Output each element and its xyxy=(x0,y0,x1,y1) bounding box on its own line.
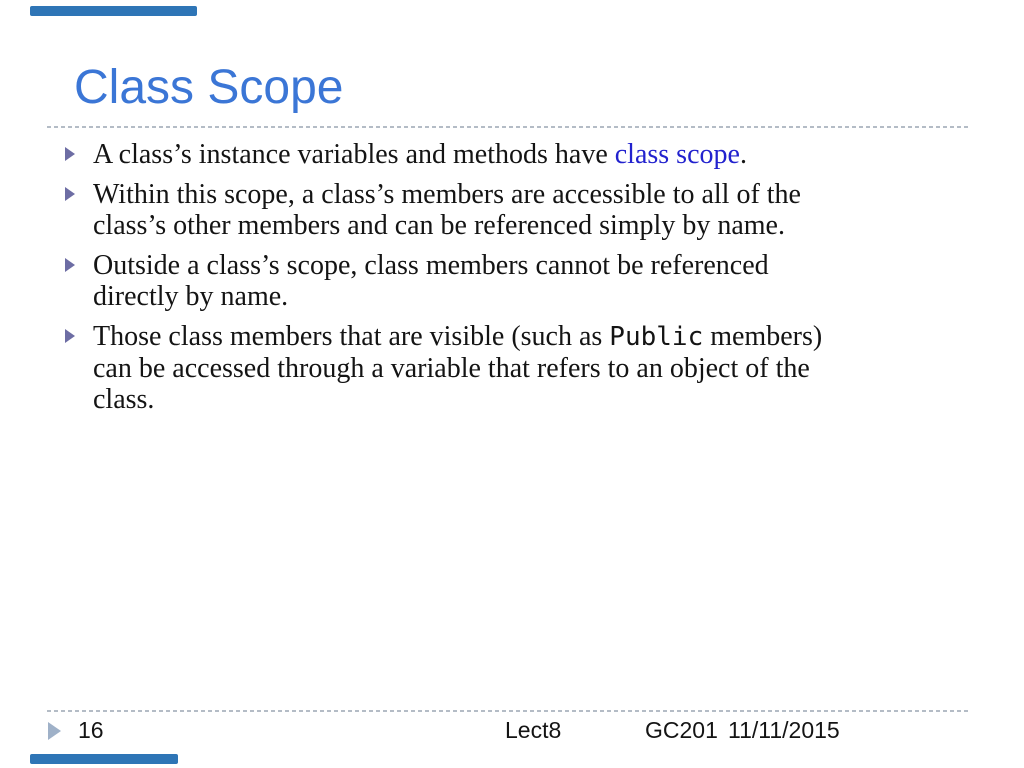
link-text: class scope xyxy=(614,139,740,170)
bullet-list xyxy=(47,139,977,424)
bullet-text xyxy=(93,250,769,312)
bullet-right-triangle-icon xyxy=(65,187,75,201)
body-text: Within this scope, a class’s members are accessible to all of the xyxy=(93,179,801,210)
footer-date: 11/11/2015 xyxy=(728,717,840,743)
footer-course: GC201 xyxy=(645,717,718,743)
bottom-accent-bar xyxy=(30,754,178,764)
bullet-text xyxy=(93,179,801,241)
body-text: class’s other members and can be referenced simply by name. xyxy=(93,210,785,241)
bullet-item xyxy=(47,321,977,415)
body-text: Outside a class’s scope, class members cannot be referenced xyxy=(93,250,769,281)
bullet-right-triangle-icon xyxy=(65,329,75,343)
top-accent-bar xyxy=(30,6,197,16)
body-text: A class’s instance variables and methods have xyxy=(93,139,615,170)
bullet-item xyxy=(47,179,977,241)
title-underline xyxy=(47,126,970,128)
body-text: can be accessed through a variable that refers to an object of the xyxy=(93,353,810,384)
body-text: class. xyxy=(93,384,155,415)
bullet-text xyxy=(93,321,822,415)
bullet-right-triangle-icon xyxy=(65,147,75,161)
bullet-item xyxy=(47,250,977,312)
body-text: Those class members that are visible (such as xyxy=(93,321,610,352)
footer-right-triangle-icon xyxy=(48,722,61,740)
bullet-text xyxy=(93,139,747,170)
body-text: directly by name. xyxy=(93,281,289,312)
bullet-item xyxy=(47,139,977,170)
code-text: Public xyxy=(609,322,704,352)
page-title: Class Scope xyxy=(74,61,344,114)
body-text: . xyxy=(739,139,747,170)
footer-lecture: Lect8 xyxy=(505,717,562,743)
body-text: members) xyxy=(703,321,823,352)
bullet-right-triangle-icon xyxy=(65,258,75,272)
page-number: 16 xyxy=(78,717,104,743)
footer-divider xyxy=(47,710,970,712)
